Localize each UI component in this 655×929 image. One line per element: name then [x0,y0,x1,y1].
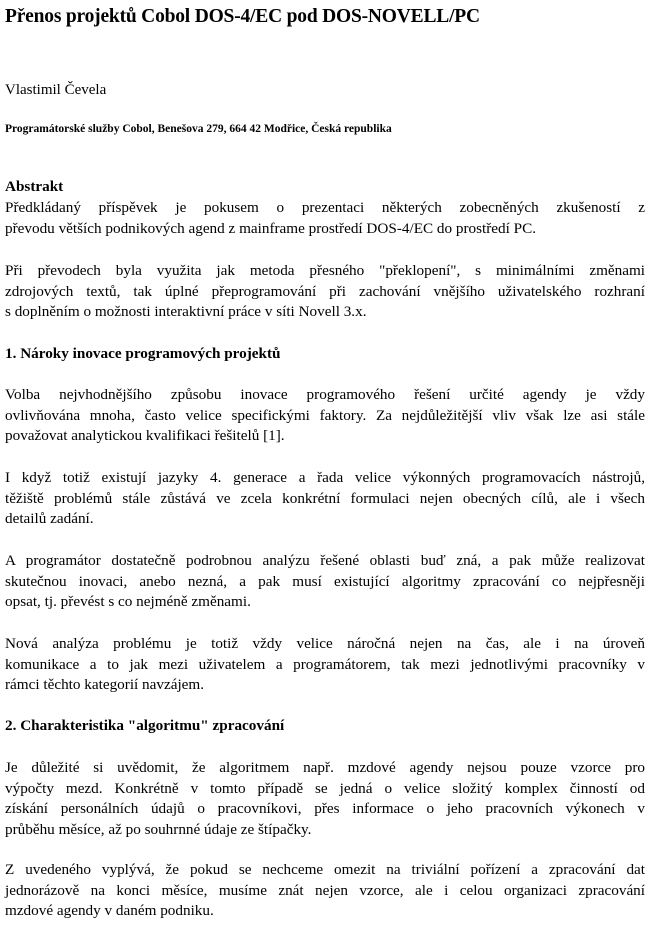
section-2-paragraph-2 [5,860,645,922]
text-line: těžiště problémů stále zůstává ve zcela konkrétní formulaci nejen obecných cílů, ale i všech [5,489,645,507]
text-line: považovat analytickou kvalifikaci řešitelů [1]. [5,427,285,444]
author-affiliation: Programátorské služby Cobol, Benešova 279, 664 42 Modřice, Česká republika [5,123,392,135]
text-line: opsat, tj. převést s co nejméně změnami. [5,593,251,610]
section-2-heading: 2. Charakteristika "algoritmu" zpracování [5,717,285,734]
text-line: A programátor dostatečně podrobnou analýzu řešené oblasti buď zná, a pak může realizovat [5,552,645,569]
section-1-paragraph-1 [5,385,645,447]
text-line: Je důležité si uvědomit, že algoritmem např. mzdové agendy nejsou pouze vzorce pro [5,759,645,776]
section-1-heading: 1. Nároky inovace programových projektů [5,345,281,362]
text-line: komunikace a to jak mezi uživatelem a programátorem, tak mezi jednotlivými pracovníky v [5,655,645,673]
text-line: ovlivňována mnoha, často velice specifickými faktory. Za nejdůležitější vliv však lze asi stále [5,406,645,424]
abstract-paragraph-2 [5,261,645,323]
text-line: Při převodech byla využita jak metoda přesného "překlopení", s minimálními změnami [5,262,645,279]
text-line: detailů zadání. [5,510,94,527]
text-line: s doplněním o možnosti interaktivní práce v síti Novell 3.x. [5,303,367,320]
paper-title: Přenos projektů Cobol DOS-4/EC pod DOS-NOVELL/PC [5,6,480,27]
text-line: Nová analýza problému je totiž vždy velice náročná nejen na čas, ale i na úroveň [5,635,645,652]
section-1-paragraph-3 [5,551,645,613]
text-line: Volba nejvhodnějšího způsobu inovace programového řešení určité agendy je vždy [5,386,645,403]
text-line: převodu větších podnikových agend z mainframe prostředí DOS-4/EC do prostředí PC. [5,219,537,237]
text-line: skutečnou inovaci, anebo nezná, a pak musí existující algoritmy zpracování co nejpřesněji [5,572,645,590]
text-line: získání personálních údajů o pracovníkovi, přes informace o jeho pracovních výkonech v [5,800,645,817]
text-line: Z uvedeného vyplývá, že pokud se nechceme omezit na triviální pořízení a zpracování dat [5,861,645,878]
text-line: zdrojových textů, tak úplné přeprogramování při zachování vnějšího uživatelského rozhraní [5,282,645,300]
abstract-heading: Abstrakt [5,178,64,195]
text-line: jednorázově na konci měsíce, musíme znát nejen vzorce, ale i celou organizaci zpracování [5,881,645,899]
text-line: průběhu měsíce, až po souhrnné údaje ze štípačky. [5,820,312,838]
abstract-paragraph-1 [5,198,645,239]
text-line: mzdové agendy v daném podniku. [5,902,214,919]
section-1-paragraph-4 [5,634,645,696]
section-1-paragraph-2 [5,468,645,530]
author-name: Vlastimil Čevela [5,82,107,98]
text-line: Předkládaný příspěvek je pokusem o prezentaci některých zobecněných zkušeností z [5,199,645,216]
section-2-paragraph-1 [5,758,645,840]
text-line: výpočty mezd. Konkrétně v tomto případě se jedná o velice složitý komplex činností od [5,779,645,797]
text-line: I když totiž existují jazyky 4. generace a řada velice výkonných programovacích nástrojů, [5,469,645,486]
text-line: rámci těchto kategorií navzájem. [5,676,205,693]
